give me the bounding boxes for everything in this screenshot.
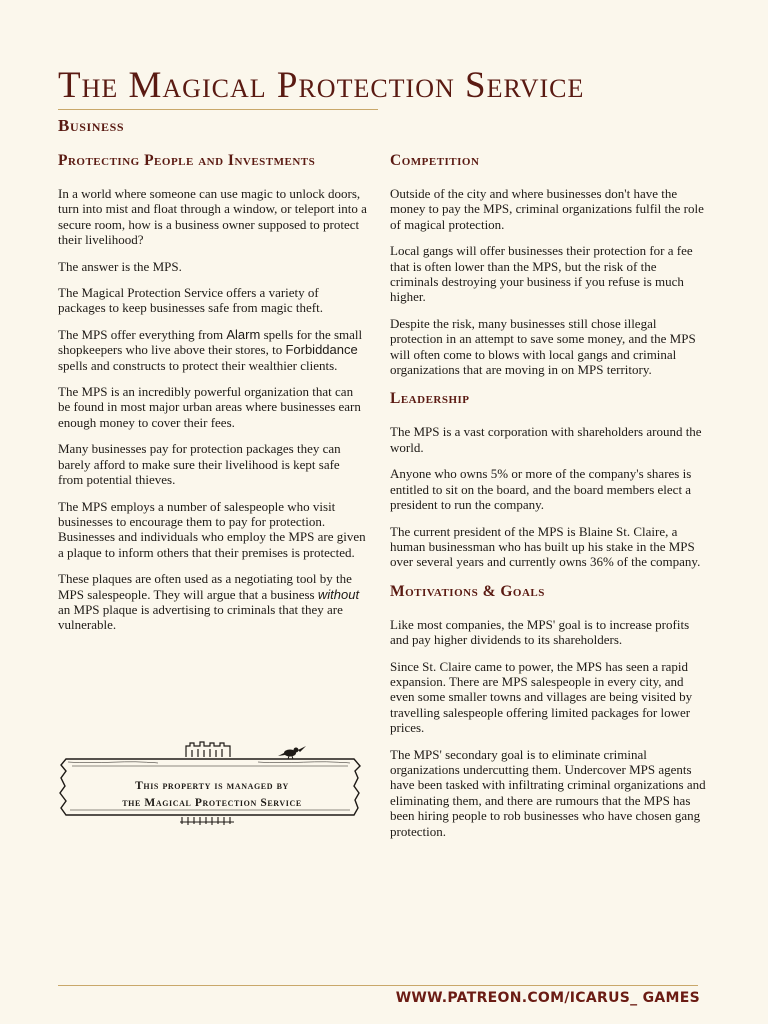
footer-divider — [58, 985, 698, 986]
plaque-board-illustration — [58, 738, 366, 846]
forbiddance-spell-name: Forbiddance — [285, 342, 358, 358]
paragraph — [58, 327, 368, 373]
paragraph: In a world where someone can use magic to unlock doors, turn into mist and float through a window, or teleport into a secure room, how is a business owner supposed to protect their livelihood? — [58, 186, 367, 248]
protecting-heading: Protecting People and Investments — [58, 152, 316, 169]
paragraph — [58, 571, 368, 633]
right-column — [390, 150, 708, 850]
paragraph: Anyone who owns 5% or more of the company's shares is entitled to sit on the board, and the board members elect a president to run the company. — [390, 466, 692, 513]
paragraph: The Magical Protection Service offers a variety of packages to keep businesses safe from magic theft. — [58, 285, 323, 316]
page-title: The Magical Protection Service — [58, 65, 585, 106]
emphasis-without: without — [317, 586, 360, 602]
text-run: spells and constructs to protect their wealthier clients. — [58, 357, 338, 373]
paragraph: The MPS is an incredibly powerful organization that can be found in most major urban areas where businesses earn enough money to cover their fees. — [58, 384, 361, 430]
paragraph: The current president of the MPS is Blaine St. Claire, a human businessman who has built up his stake in the MPS over several years and currently owns 36% of the company. — [390, 523, 701, 570]
plaque-line-1: This property is managed by — [135, 780, 289, 792]
paragraph: Many businesses pay for protection packages they can barely afford to make sure their livelihood is kept safe from potential thieves. — [58, 441, 341, 488]
leadership-heading: Leadership — [390, 390, 470, 408]
text-run: The MPS offer everything from — [58, 326, 227, 342]
paragraph: The MPS' secondary goal is to eliminate criminal organizations undercutting them. Undercover MPS agents have been tasked with infiltrating criminal organizations and eliminating them, and there are rumours that the MPS has been hiring people to rob businesses who have chosen gang protection. — [390, 746, 706, 839]
text-run: These plaques are often used as a negotiating tool by the MPS salespeople. They will argue that a business — [58, 571, 352, 602]
motivations-heading: Motivations & Goals — [390, 582, 545, 600]
paragraph: The MPS is a vast corporation with shareholders around the world. — [390, 424, 702, 455]
paragraph: The MPS employs a number of salespeople who visit businesses to encourage them to pay for protection. Businesses and individuals who employ the MPS are given a plaque to inform others that their premises is protected. — [58, 498, 366, 560]
section-heading: Business — [58, 116, 125, 135]
alarm-spell-name: Alarm — [226, 326, 261, 342]
mps-plaque — [58, 738, 366, 846]
paragraph: Outside of the city and where businesses don't have the money to pay the MPS, criminal organizations fulfil the role of magical protection. — [390, 186, 704, 232]
paragraph: The answer is the MPS. — [58, 258, 182, 274]
paragraph: Like most companies, the MPS' goal is to increase profits and pay higher dividends to its shareholders. — [390, 616, 690, 648]
paragraph: Local gangs will offer businesses their protection for a fee that is often lower than the MPS, but the risk of the criminals destroying your business if you refuse is much higher. — [390, 243, 693, 305]
text-run: an MPS plaque is advertising to criminals that they are vulnerable. — [58, 601, 343, 633]
plaque-line-2: the Magical Protection Service — [122, 797, 302, 809]
text-run: spells for the small shopkeepers who live above their stores, to — [58, 326, 363, 358]
competition-heading: Competition — [390, 152, 480, 169]
paragraph: Despite the risk, many businesses still chose illegal protection in an attempt to save some money, and the MPS will often come to blows with local gangs and criminal organizations that are moving in on MPS territory. — [390, 315, 696, 378]
patreon-link[interactable]: WWW.PATREON.COM/ICARUS_ GAMES — [395, 990, 700, 1006]
paragraph: Since St. Claire came to power, the MPS has seen a rapid expansion. There are MPS salespeople in every city, and even some smaller towns and villages are being visited by travelling salespeople offering limited packages for lower prices. — [390, 658, 693, 736]
title-divider — [58, 109, 378, 110]
left-column — [58, 150, 368, 644]
